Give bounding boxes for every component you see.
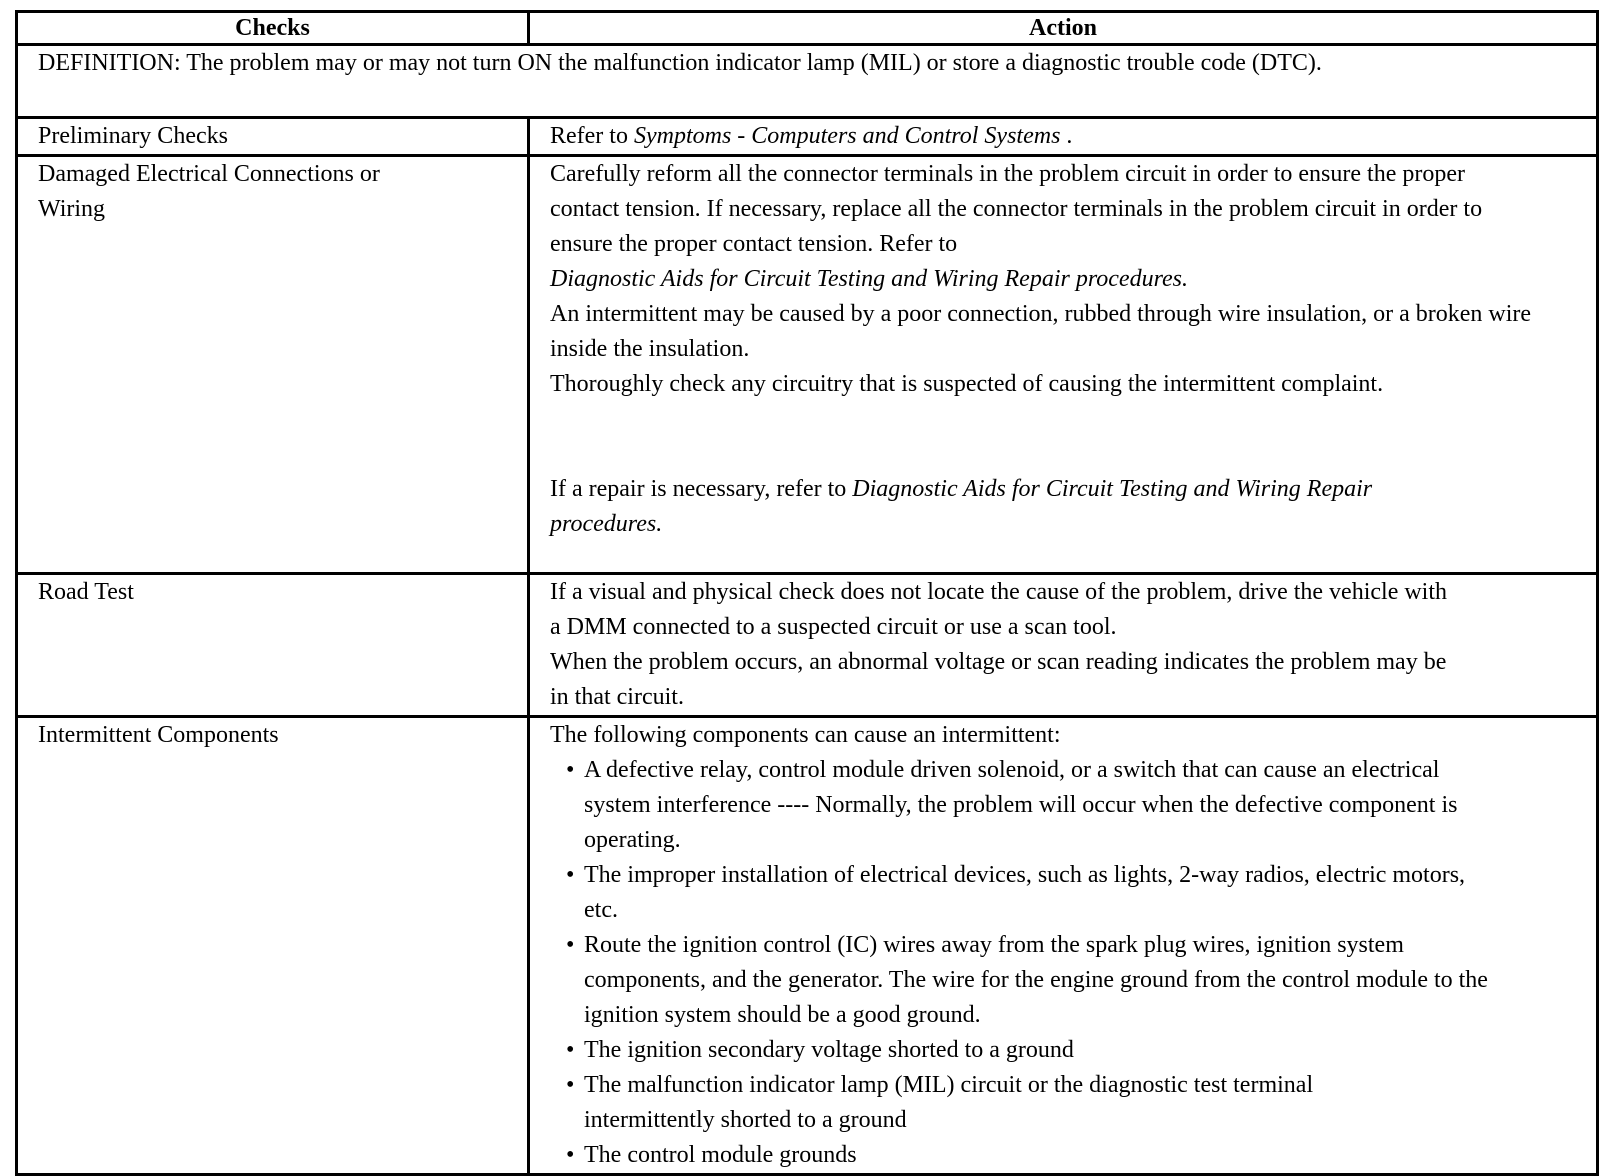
reference-link: Diagnostic Aids for Circuit Testing and Wiring Repair procedures. bbox=[550, 266, 1189, 292]
list-item-text: The improper installation of electrical devices, such as lights, 2-way radios, electric motors, etc. bbox=[584, 862, 1466, 923]
table-row bbox=[17, 574, 1598, 717]
list-item bbox=[564, 1068, 1501, 1138]
checks-column-header: Checks bbox=[17, 12, 529, 45]
bullet-icon: • bbox=[566, 932, 575, 958]
action-paragraph: If a visual and physical check does not locate the cause of the problem, drive the vehicle with a DMM connected to a suspected circuit or use a scan tool. bbox=[550, 579, 1448, 640]
reference-link: Diagnostic Aids for Circuit Testing and Wiring Repair procedures. bbox=[550, 476, 1373, 537]
action-column-header: Action bbox=[529, 12, 1598, 45]
action-cell bbox=[529, 574, 1598, 717]
list-item-text: The ignition secondary voltage shorted to a ground bbox=[584, 1037, 1074, 1063]
bullet-icon: • bbox=[566, 757, 575, 783]
check-label: Intermittent Components bbox=[17, 717, 529, 1175]
action-cell bbox=[529, 118, 1598, 156]
table-row bbox=[17, 118, 1598, 156]
list-item bbox=[564, 1033, 1501, 1068]
action-paragraph: Thoroughly check any circuitry that is suspected of causing the intermittent complaint. bbox=[550, 371, 1384, 397]
action-cell bbox=[529, 717, 1598, 1175]
action-intro: The following components can cause an intermittent: bbox=[550, 722, 1061, 748]
bullet-icon: • bbox=[566, 862, 575, 888]
definition-row bbox=[17, 45, 1598, 118]
action-paragraph bbox=[550, 472, 1536, 542]
list-item bbox=[564, 858, 1501, 928]
list-item-text: A defective relay, control module driven solenoid, or a switch that can cause an electrical system interference ---- Normally, the problem will occur when the defective component is operating. bbox=[584, 757, 1458, 853]
bullet-icon: • bbox=[566, 1072, 575, 1098]
list-item-text: The control module grounds bbox=[584, 1142, 857, 1168]
definition-text: DEFINITION: The problem may or may not turn ON the malfunction indicator lamp (MIL) or store a diagnostic trouble code (DTC). bbox=[17, 45, 1598, 118]
action-cell bbox=[529, 156, 1598, 574]
check-label: Preliminary Checks bbox=[17, 118, 529, 156]
table-row bbox=[17, 156, 1598, 574]
list-item bbox=[564, 928, 1501, 1033]
list-item-text: Route the ignition control (IC) wires away from the spark plug wires, ignition system components, and the generator. The wire for the engine ground from the control module to the ignition system should be a good ground. bbox=[584, 932, 1488, 1028]
list-item-text: The malfunction indicator lamp (MIL) circuit or the diagnostic test terminal intermittently shorted to a ground bbox=[584, 1072, 1314, 1133]
list-item bbox=[564, 753, 1501, 858]
check-label: Road Test bbox=[17, 574, 529, 717]
action-paragraph: When the problem occurs, an abnormal voltage or scan reading indicates the problem may be in that circuit. bbox=[550, 649, 1447, 710]
action-text-end: . bbox=[1060, 123, 1073, 149]
checks-action-table bbox=[15, 10, 1599, 1176]
bullet-icon: • bbox=[566, 1142, 575, 1168]
component-list bbox=[550, 753, 1501, 1173]
bullet-icon: • bbox=[566, 1037, 575, 1063]
action-paragraph: An intermittent may be caused by a poor connection, rubbed through wire insulation, or a broken wire inside the insulation. bbox=[550, 301, 1532, 362]
action-text: If a repair is necessary, refer to bbox=[550, 476, 853, 502]
reference-link: Symptoms - Computers and Control Systems bbox=[633, 123, 1061, 149]
spacer bbox=[550, 402, 1536, 472]
action-text: Refer to bbox=[550, 123, 634, 149]
check-label: Damaged Electrical Connections or Wiring bbox=[17, 156, 529, 574]
header-row bbox=[17, 12, 1598, 45]
action-paragraph: Carefully reform all the connector terminals in the problem circuit in order to ensure the proper contact tension. If necessary, replace all the connector terminals in the problem circuit in order to ensure the proper contact tension. Refer to bbox=[550, 161, 1483, 257]
table-row bbox=[17, 717, 1598, 1175]
